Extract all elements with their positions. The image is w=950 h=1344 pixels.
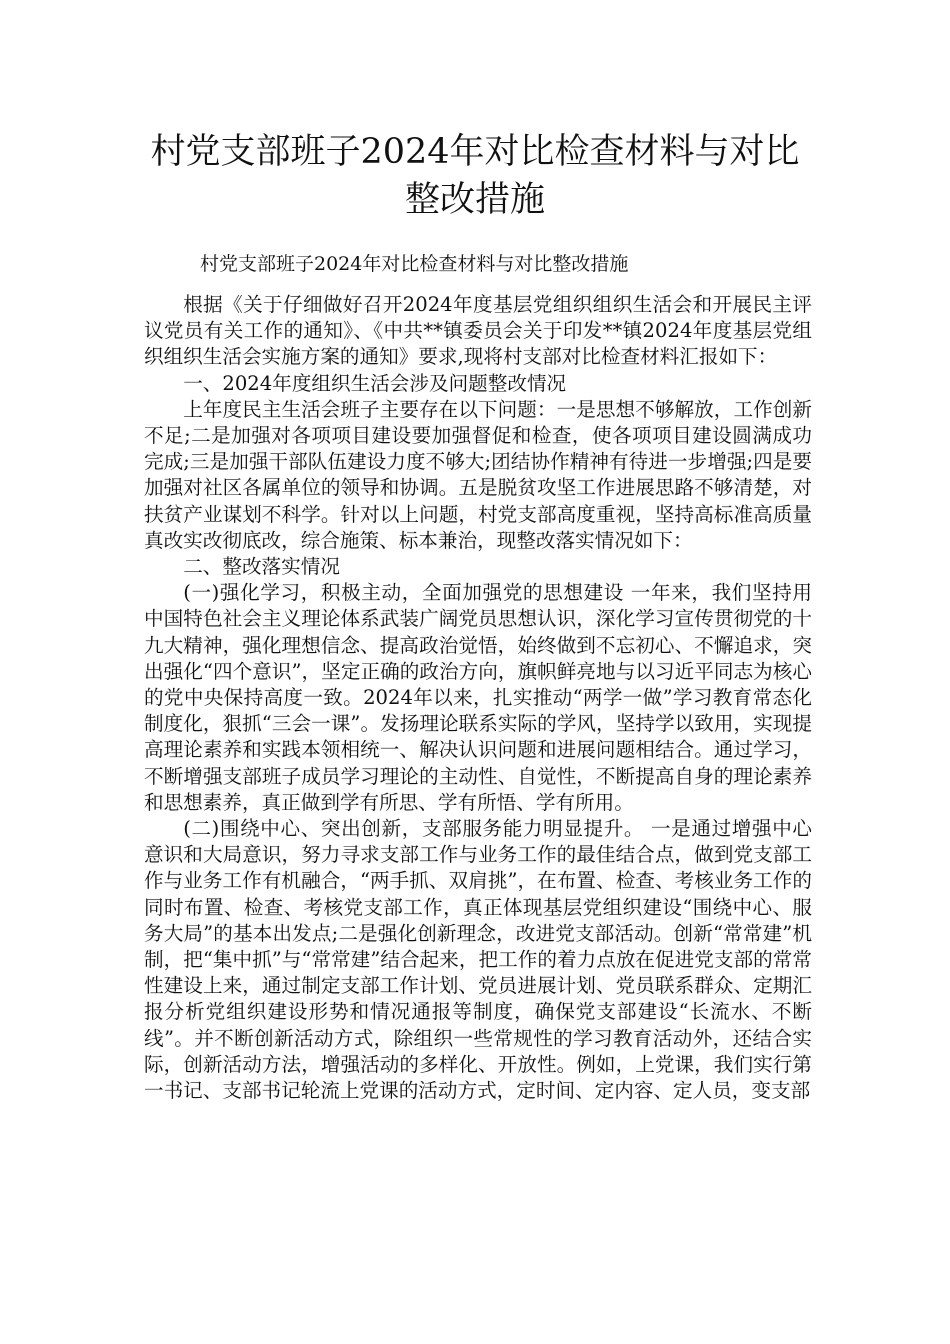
section-heading-1: 一、2024年度组织生活会涉及问题整改情况 <box>183 371 567 395</box>
paragraph-intro: 根据《关于仔细做好召开2024年度基层党组织组织生活会和开展民主评议党员有关工作的通知》、《中共**镇委员会关于印发**镇2024年度基层党组织组织生活会实施方案的通知》要求,现将村支部对比检查材料汇报如下： <box>144 293 812 369</box>
paragraph-study: (一)强化学习，积极主动，全面加强党的思想建设 一年来，我们坚持用中国特色社会主义理论体系武装广阔党员思想认识，深化学习宣传贯彻党的十九大精神，强化理想信念、提高政治觉悟，始终做到不忘初心、不懈追求，突出强化“四个意识”，坚定正确的政治方向，旗帜鲜亮地与以习近平同志为核心的党中央保持高度一致。2024年以来，扎实推动“两学一做”学习教育常态化制度化，狠抓“三会一课”。发扬理论联系实际的学风，坚持学以致用，实现提高理论素养和实践本领相统一、解决认识问题和进展问题相结合。通过学习，不断增强支部班子成员学习理论的主动性、自觉性，不断提高自身的理论素养和思想素养，真正做到学有所思、学有所悟、学有所用。 <box>144 581 812 814</box>
document-body <box>144 292 812 1104</box>
paragraph-innovation: (二)围绕中心、突出创新，支部服务能力明显提升。 一是通过增强中心意识和大局意识，努力寻求支部工作与业务工作的最佳结合点，做到党支部工作与业务工作有机融合，“两手抓、双肩挑”，在布置、检查、考核业务工作的同时布置、检查、考核党支部工作，真正体现基层党组织建设“围绕中心、服务大局”的基本出发点;二是强化创新理念，改进党支部活动。创新“常常建”机制，把“集中抓”与“常常建”结合起来，把工作的着力点放在促进党支部的常常性建设上来，通过制定支部工作计划、党员进展计划、党员联系群众、定期汇报分析党组织建设形势和情况通报等制度，确保党支部建设“长流水、不断线”。并不断创新活动方式，除组织一些常规性的学习教育活动外，还结合实际，创新活动方法，增强活动的多样化、开放性。例如，上党课，我们实行第一书记、支部书记轮流上党课的活动方式，定时间、定内容、定人员，变支部 <box>144 817 812 1103</box>
paragraph-problems: 上年度民主生活会班子主要存在以下问题：一是思想不够解放，工作创新不足;二是加强对各项项目建设要加强督促和检查，使各项项目建设圆满成功完成;三是加强干部队伍建设力度不够大;团结协作精神有待进一步增强;四是要加强对社区各属单位的领导和协调。五是脱贫攻坚工作进展思路不够清楚，对扶贫产业谋划不科学。针对以上问题，村党支部高度重视，坚持高标准高质量真改实改彻底改，综合施策、标本兼治，现整改落实情况如下： <box>144 397 812 552</box>
document-subtitle: 村党支部班子2024年对比检查材料与对比整改措施 <box>200 253 629 275</box>
section-heading-2: 二、整改落实情况 <box>183 555 340 579</box>
document-title: 村党支部班子2024年对比检查材料与对比整改措施 <box>150 132 800 220</box>
